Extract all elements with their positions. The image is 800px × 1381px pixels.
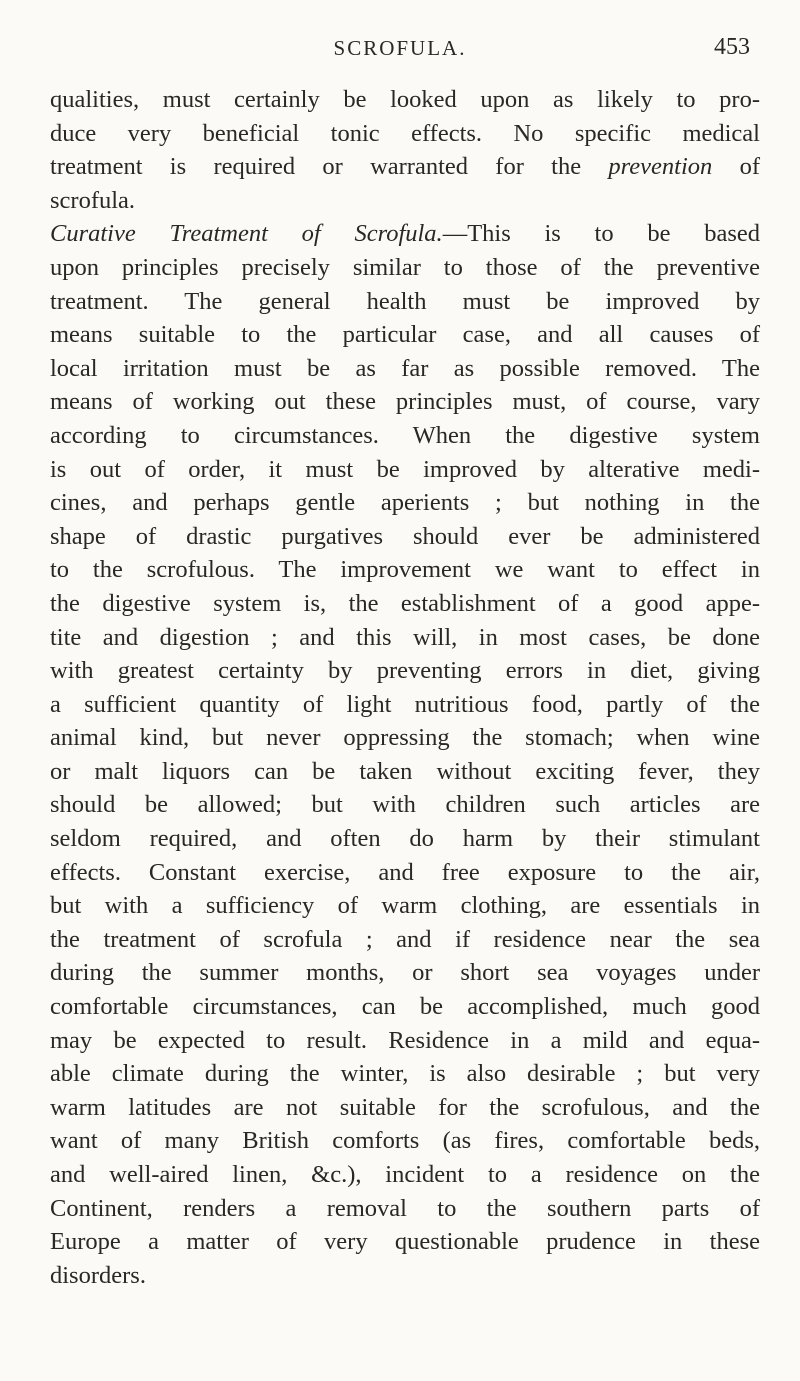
text-line: upon principles precisely similar to those of the preventive (50, 253, 760, 281)
page-number: 453 (714, 34, 750, 60)
running-title: SCROFULA. (333, 36, 467, 60)
text-line: but with a sufficiency of warm clothing, are essentials in (50, 892, 760, 920)
text-line: or malt liquors can be taken without exciting fever, they (50, 757, 760, 785)
text-line: comfortable circumstances, can be accomplished, much good (50, 993, 760, 1021)
text-line: with greatest certainty by preventing errors in diet, giving (50, 657, 760, 685)
text-line: treatment. The general health must be improved by (50, 287, 760, 315)
text-line: Europe a matter of very questionable prudence in these (50, 1228, 760, 1256)
text-line: means suitable to the particular case, and all causes of (50, 321, 760, 349)
text-line: local irritation must be as far as possible removed. The (50, 354, 760, 382)
text-line: shape of drastic purgatives should ever be administered (50, 522, 760, 550)
text-line (50, 150, 760, 184)
text-line: and well-aired linen, &c.), incident to a residence on the (50, 1161, 760, 1188)
text-line: Continent, renders a removal to the southern parts of (50, 1194, 760, 1222)
running-head (0, 36, 800, 76)
text-line: during the summer months, or short sea voyages under (50, 959, 760, 987)
text-line: qualities, must certainly be looked upon as likely to pro- (50, 86, 760, 113)
text-line: the digestive system is, the establishment of a good appe- (50, 589, 760, 617)
text-line: a sufficient quantity of light nutritious food, partly of the (50, 690, 760, 718)
text-line: able climate during the winter, is also desirable ; but very (50, 1060, 760, 1088)
text-line: means of working out these principles must, of course, vary (50, 388, 760, 416)
text-line: want of many British comforts (as fires, comfortable beds, (50, 1127, 760, 1155)
section-heading: Curative Treatment of Scrofula. (50, 220, 443, 248)
text-line: is out of order, it must be improved by alterative medi- (50, 455, 760, 483)
text-line: scrofula. (50, 186, 136, 214)
text-line: the treatment of scrofula ; and if residence near the sea (50, 925, 760, 953)
body-text (50, 83, 760, 1292)
section-heading-line (50, 217, 760, 251)
text-line: effects. Constant exercise, and free exposure to the air, (50, 858, 760, 886)
text-line: warm latitudes are not suitable for the scrofulous, and the (50, 1093, 760, 1121)
text-line: animal kind, but never oppressing the stomach; when wine (50, 724, 760, 752)
text-run: —This is to be based (442, 220, 760, 248)
text-line: tite and digestion ; and this will, in most cases, be done (50, 623, 760, 651)
text-line: disorders. (50, 1261, 146, 1289)
text-line: according to circumstances. When the digestive system (50, 421, 760, 449)
text-line: to the scrofulous. The improvement we want to effect in (50, 556, 760, 584)
italic-word: prevention (608, 153, 713, 181)
text-run: of (712, 153, 760, 181)
text-line: duce very beneficial tonic effects. No specific medical (50, 119, 760, 147)
text-run: treatment is required or warranted for the (50, 153, 609, 181)
text-line: cines, and perhaps gentle aperients ; but nothing in the (50, 489, 760, 517)
text-line: may be expected to result. Residence in a mild and equa- (50, 1026, 760, 1054)
text-line: seldom required, and often do harm by their stimulant (50, 825, 760, 853)
text-line: should be allowed; but with children such articles are (50, 791, 760, 819)
